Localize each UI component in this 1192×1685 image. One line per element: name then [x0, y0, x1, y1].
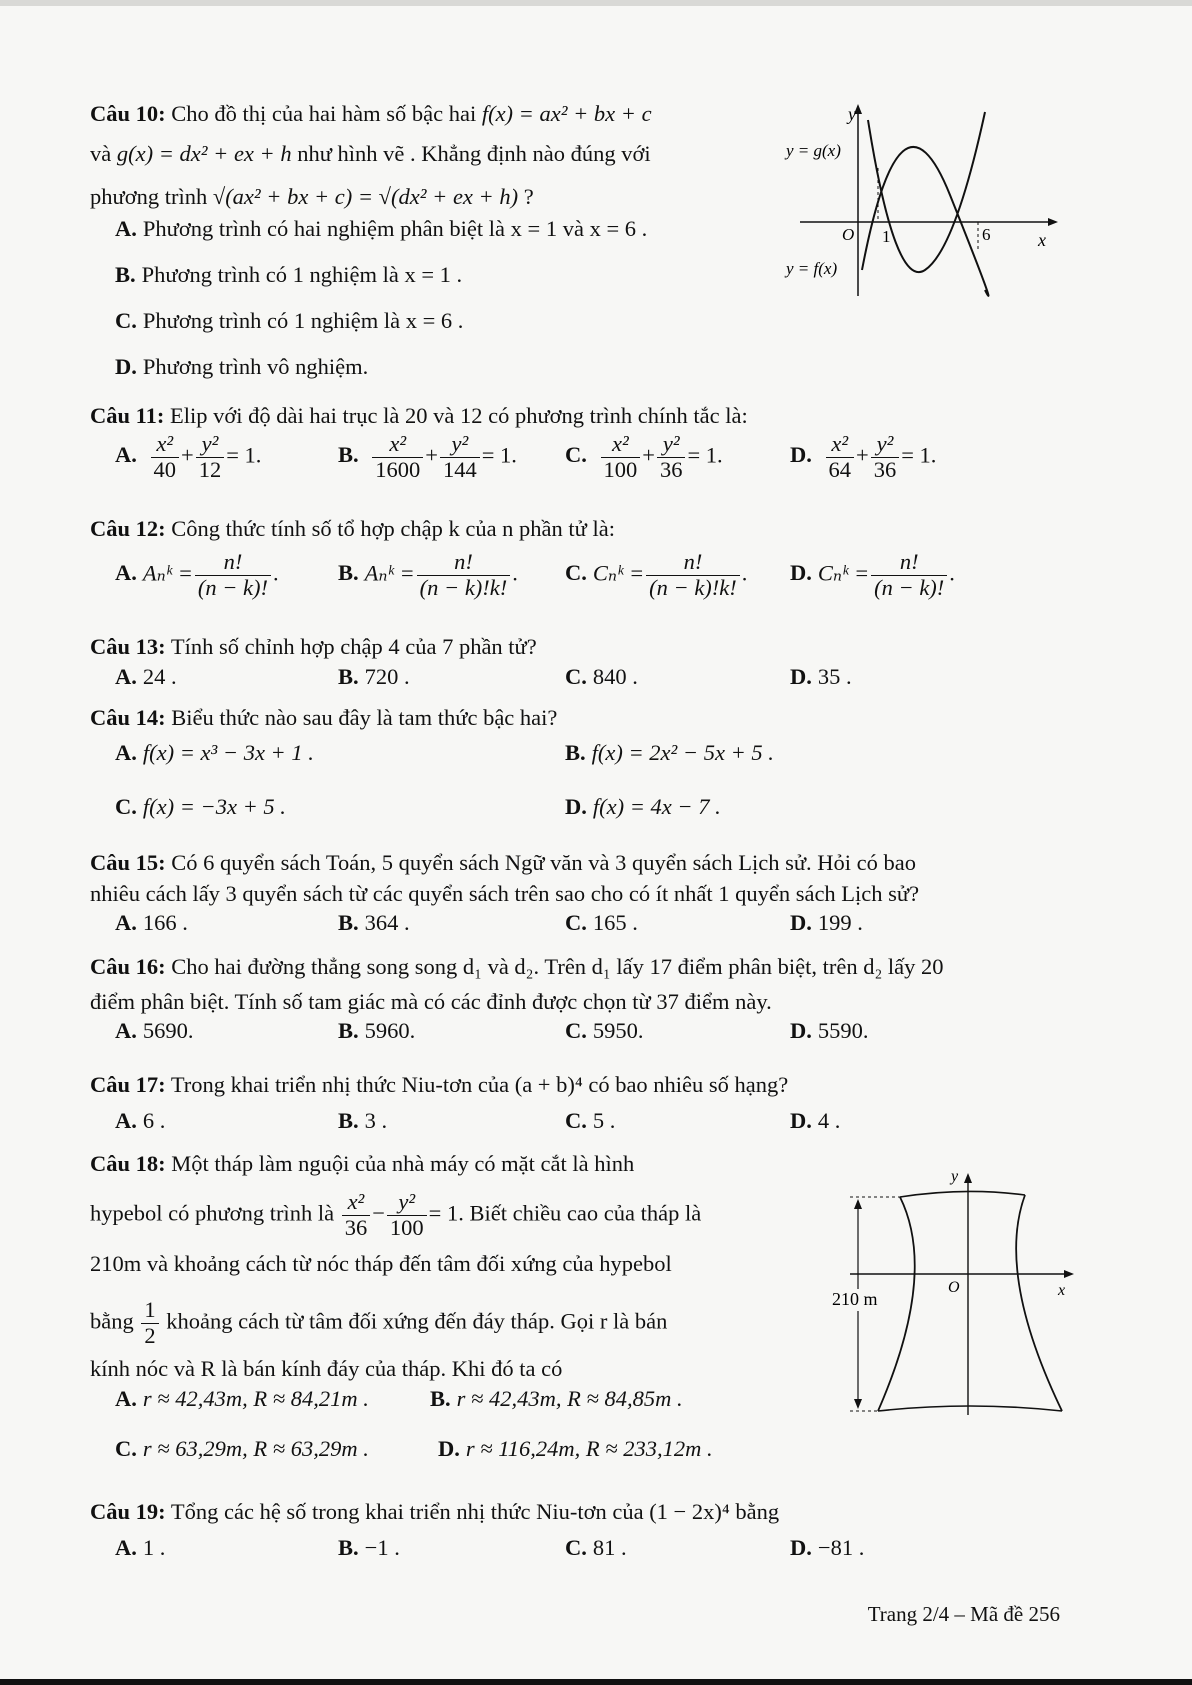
q18-x-label: x	[1058, 1282, 1066, 1299]
q12-label: Câu 12:	[90, 516, 166, 541]
q19-question	[90, 1498, 779, 1525]
q12-option-d-frac	[871, 550, 947, 601]
q11-option-d[interactable]: D. $\frac{\text{x²}}{64}$ + $\frac{\text{y²}}{36}$ = 1.	[790, 431, 937, 482]
q10-option-c-text: Phương trình có 1 nghiệm là x = 6 .	[142, 308, 464, 333]
q15-line2	[90, 880, 919, 907]
q18-option-a-text: r ≈ 42,43m, R ≈ 84,21m .	[142, 1386, 369, 1411]
q10-option-a[interactable]	[115, 216, 647, 242]
q18-line4	[90, 1298, 667, 1349]
q17-question	[90, 1071, 788, 1098]
q18-line5	[90, 1355, 562, 1382]
q14-label: Câu 14:	[90, 705, 166, 730]
q16-option-b-text: 5960.	[364, 1018, 416, 1043]
frac-den: (n − k)!	[197, 574, 269, 600]
q12-option-b-frac	[417, 550, 511, 601]
q11-option-d-letter: D.	[790, 442, 812, 468]
q18-text-2a: hypebol có phương trình là	[90, 1200, 335, 1226]
q18-tower-figure	[830, 1165, 1080, 1420]
q13-option-c-text: 840 .	[592, 664, 638, 689]
q10-text-and: và	[90, 141, 112, 166]
q17-option-a-letter: A.	[115, 1108, 137, 1133]
frac-den: 100	[603, 456, 638, 482]
q17-text: Trong khai triển nhị thức Niu-tơn của (a + b)⁴ có bao nhiêu số hạng?	[170, 1072, 789, 1097]
q17-option-b-letter: B.	[338, 1108, 359, 1133]
q18-option-b-text: r ≈ 42,43m, R ≈ 84,85m .	[456, 1386, 683, 1411]
q14-option-a-text: f(x) = x³ − 3x + 1 .	[142, 740, 314, 765]
q10-text: Cho đồ thị của hai hàm số bậc hai	[171, 101, 477, 126]
frac-num: x²	[372, 432, 423, 458]
q13-option-d-text: 35 .	[817, 664, 852, 689]
frac-num: n!	[417, 550, 511, 576]
frac-num: 1	[141, 1298, 158, 1324]
q15-option-d-letter: D.	[790, 910, 812, 935]
frac-den: 100	[389, 1214, 424, 1240]
q18-option-c-text: r ≈ 63,29m, R ≈ 63,29m .	[142, 1436, 369, 1461]
q13-option-a-letter: A.	[115, 664, 137, 689]
q15-option-d-text: 199 .	[817, 910, 863, 935]
frac-num: y²	[440, 432, 480, 458]
bottom-edge	[0, 1679, 1192, 1685]
q19-option-a-text: 1 .	[142, 1535, 166, 1560]
q19-option-b[interactable]	[338, 1535, 400, 1561]
q19-option-b-text: −1 .	[364, 1535, 400, 1560]
q15-option-c-text: 165 .	[592, 910, 638, 935]
q16-option-b-letter: B.	[338, 1018, 359, 1043]
q15-line1	[90, 849, 916, 876]
q11-option-a-letter: A.	[115, 442, 137, 468]
q18-option-a[interactable]	[115, 1386, 369, 1412]
q18-option-c-letter: C.	[115, 1436, 137, 1461]
q18-option-d-text: r ≈ 116,24m, R ≈ 233,12m .	[465, 1436, 713, 1461]
q10-origin-label: O	[842, 225, 855, 244]
q18-text-4b: khoảng cách từ tâm đối xứng đến đáy tháp. Gọi r là bán	[166, 1308, 668, 1334]
q18-label: Câu 18:	[90, 1151, 166, 1176]
q14-option-b-letter: B.	[565, 740, 586, 765]
q19-option-c[interactable]	[565, 1535, 627, 1561]
frac-num: x²	[151, 432, 180, 458]
q16-text-2: điểm phân biệt. Tính số tam giác mà có các đỉnh được chọn từ 37 điểm này.	[90, 989, 772, 1014]
q16-label: Câu 16:	[90, 954, 166, 979]
q12-option-a-letter: A.	[115, 560, 137, 586]
frac-num: y²	[196, 432, 225, 458]
q12-option-d[interactable]: D. Cₙᵏ = $\frac{n!}{(n - k)!}$ .	[790, 549, 955, 600]
q18-text-1: Một tháp làm nguội của nhà máy có mặt cắt là hình	[171, 1151, 635, 1176]
q15-option-b[interactable]	[338, 910, 410, 936]
frac-num: n!	[646, 550, 740, 576]
q17-option-d-text: 4 .	[817, 1108, 841, 1133]
q14-option-a-letter: A.	[115, 740, 137, 765]
q11-option-d-tail: = 1.	[901, 442, 937, 468]
q18-frac-half	[141, 1298, 158, 1349]
q10-option-c[interactable]	[115, 308, 463, 334]
q18-option-b-letter: B.	[430, 1386, 451, 1411]
q12-option-a-lhs: Aₙᵏ =	[142, 560, 193, 586]
frac-den: 2	[144, 1322, 156, 1348]
top-edge	[0, 0, 1192, 6]
q10-option-d[interactable]	[115, 354, 368, 380]
q10-text-2: như hình vẽ . Khẳng định nào đúng với	[297, 141, 651, 166]
q10-x-arrow	[1048, 218, 1058, 226]
q14-option-d-text: f(x) = 4x − 7 .	[592, 794, 721, 819]
q17-option-b-text: 3 .	[364, 1108, 388, 1133]
q16-option-a-text: 5690.	[142, 1018, 194, 1043]
q18-line2: hypebol có phương trình là $\frac{\text{x²}}{36}$ − $\frac{\text{y²}}{100}$ = 1. Biết chiều cao của tháp là	[90, 1189, 702, 1240]
q13-option-b[interactable]	[338, 664, 410, 690]
q10-line2	[90, 140, 651, 167]
q17-option-c[interactable]	[565, 1108, 615, 1134]
q18-option-d-letter: D.	[438, 1436, 460, 1461]
q11-option-c-letter: C.	[565, 442, 587, 468]
q18-option-b[interactable]	[430, 1386, 683, 1412]
q14-option-c-text: f(x) = −3x + 5 .	[142, 794, 286, 819]
q14-option-d-letter: D.	[565, 794, 587, 819]
page-footer: Trang 2/4 – Mã đề 256	[867, 1602, 1060, 1626]
q11-a-frac-y	[196, 432, 225, 483]
q10-g-label: y = g(x)	[786, 141, 841, 160]
q10-parabola-graph	[780, 100, 1060, 300]
q10-f-curve	[868, 112, 985, 272]
q11-b-frac-x	[372, 432, 423, 483]
q16-option-b[interactable]	[338, 1018, 415, 1044]
q16-option-c-letter: C.	[565, 1018, 587, 1043]
q19-option-a[interactable]	[115, 1535, 165, 1561]
q19-label: Câu 19:	[90, 1499, 166, 1524]
q18-option-c[interactable]	[115, 1436, 369, 1462]
q18-text-4a: bằng	[90, 1308, 134, 1334]
q18-height-label: 210 m	[832, 1289, 878, 1309]
q10-tick-1: 1	[882, 227, 891, 246]
q19-option-c-letter: C.	[565, 1535, 587, 1560]
q11-option-b-tail: = 1.	[481, 442, 517, 468]
q17-option-a[interactable]	[115, 1108, 165, 1134]
q10-line1	[90, 100, 652, 127]
q10-y-label: y	[848, 104, 856, 124]
q16-option-d-letter: D.	[790, 1018, 812, 1043]
q16-option-d[interactable]	[790, 1018, 869, 1044]
frac-num: x²	[826, 432, 855, 458]
q16-option-a-letter: A.	[115, 1018, 137, 1043]
q15-label: Câu 15:	[90, 850, 166, 875]
q10-g-def: g(x) = dx² + ex + h	[116, 141, 292, 166]
frac-den: 36	[873, 456, 897, 482]
q10-tick-6: 6	[982, 225, 991, 244]
q10-question-mark: ?	[523, 184, 534, 209]
frac-den: 36	[659, 456, 683, 482]
q10-option-b-letter: B.	[115, 262, 136, 287]
q17-option-c-text: 5 .	[592, 1108, 616, 1133]
q14-text: Biểu thức nào sau đây là tam thức bậc hai?	[171, 705, 558, 730]
q11-b-frac-y	[440, 432, 480, 483]
frac-num: n!	[871, 550, 947, 576]
q10-option-d-letter: D.	[115, 354, 137, 379]
q10-option-a-letter: A.	[115, 216, 137, 241]
q15-option-d[interactable]	[790, 910, 863, 936]
q11-d-frac-y	[871, 432, 900, 483]
q12-option-c[interactable]: C. Cₙᵏ = $\frac{n!}{(n - k)!k!}$ .	[565, 549, 748, 600]
q18-line3	[90, 1250, 672, 1277]
q15-option-b-text: 364 .	[364, 910, 410, 935]
q19-option-c-text: 81 .	[592, 1535, 627, 1560]
q18-y-arrow	[964, 1173, 972, 1183]
q14-option-c[interactable]	[115, 794, 286, 820]
q16-line1	[90, 953, 944, 980]
q12-option-b-letter: B.	[338, 560, 359, 586]
frac-num: y²	[387, 1190, 427, 1216]
q12-option-a[interactable]: A. Aₙᵏ = $\frac{n!}{(n - k)!}$ .	[115, 549, 279, 600]
q13-option-b-letter: B.	[338, 664, 359, 689]
q12-question	[90, 515, 615, 542]
q10-x-label: x	[1038, 230, 1046, 250]
q12-option-c-letter: C.	[565, 560, 587, 586]
q10-option-b[interactable]	[115, 262, 462, 288]
q14-option-c-letter: C.	[115, 794, 137, 819]
frac-den: 144	[442, 456, 477, 482]
frac-den: 36	[344, 1214, 368, 1240]
q18-height-arrow-bottom	[854, 1399, 862, 1409]
q11-option-a-tail: = 1.	[226, 442, 262, 468]
frac-den: (n − k)!k!	[649, 574, 737, 600]
q18-text-2b: = 1. Biết chiều cao của tháp là	[428, 1200, 702, 1226]
q13-text: Tính số chỉnh hợp chập 4 của 7 phần tử?	[170, 634, 537, 659]
frac-num: x²	[342, 1190, 371, 1216]
q16-option-c[interactable]	[565, 1018, 644, 1044]
q18-x-arrow	[1064, 1270, 1074, 1278]
q15-text-2: nhiêu cách lấy 3 quyển sách từ các quyển sách trên sao cho có ít nhất 1 quyển sách Lịch sử?	[90, 881, 920, 906]
q11-d-frac-x	[826, 432, 855, 483]
q16-option-a[interactable]	[115, 1018, 194, 1044]
q10-option-a-text: Phương trình có hai nghiệm phân biệt là x = 1 và x = 6 .	[142, 216, 648, 241]
q11-c-frac-y	[657, 432, 686, 483]
q17-option-a-text: 6 .	[142, 1108, 166, 1133]
q18-y-label: y	[951, 1168, 959, 1185]
q13-label: Câu 13:	[90, 634, 166, 659]
q15-text-1: Có 6 quyển sách Toán, 5 quyển sách Ngữ văn và 3 quyển sách Lịch sử. Hỏi có bao	[171, 850, 916, 875]
q13-question	[90, 633, 537, 660]
q12-option-b[interactable]: B. Aₙᵏ = $\frac{n!}{(n - k)!k!}$ .	[338, 549, 518, 600]
q19-option-a-letter: A.	[115, 1535, 137, 1560]
q16-option-d-text: 5590.	[817, 1018, 869, 1043]
q18-origin-label: O	[948, 1279, 960, 1296]
frac-den: 1600	[375, 456, 421, 482]
q15-option-c-letter: C.	[565, 910, 587, 935]
frac-num: y²	[657, 432, 686, 458]
q13-option-b-text: 720 .	[364, 664, 410, 689]
q13-option-d-letter: D.	[790, 664, 812, 689]
q18-line1	[90, 1150, 634, 1177]
q19-option-d[interactable]	[790, 1535, 864, 1561]
q15-option-b-letter: B.	[338, 910, 359, 935]
q18-height-arrow-top	[854, 1199, 862, 1209]
q14-option-b[interactable]	[565, 740, 774, 766]
q18-text-3: 210m và khoảng cách từ nóc tháp đến tâm đối xứng của hypebol	[90, 1251, 672, 1276]
q12-text: Công thức tính số tổ hợp chập k của n phần tử là:	[171, 516, 615, 541]
frac-den: 40	[153, 456, 176, 482]
q13-option-c[interactable]	[565, 664, 638, 690]
q17-option-d[interactable]	[790, 1108, 840, 1134]
q12-option-b-lhs: Aₙᵏ =	[364, 560, 415, 586]
q15-option-c[interactable]	[565, 910, 638, 936]
q10-equation: √(ax² + bx + c) = √(dx² + ex + h)	[212, 184, 519, 209]
q18-option-a-letter: A.	[115, 1386, 137, 1411]
q10-option-c-letter: C.	[115, 308, 137, 333]
q19-option-d-text: −81 .	[817, 1535, 865, 1560]
q14-option-b-text: f(x) = 2x² − 5x + 5 .	[591, 740, 774, 765]
q15-option-a[interactable]	[115, 910, 188, 936]
q16-text-1: Cho hai đường thẳng song song d₁ và d₂. Trên d₁ lấy 17 điểm phân biệt, trên d₂ lấy 20	[171, 954, 944, 979]
q14-question	[90, 704, 557, 731]
q16-option-c-text: 5950.	[592, 1018, 644, 1043]
frac-den: (n − k)!k!	[419, 574, 508, 600]
q11-option-a[interactable]: A. $\frac{\text{x²}}{40}$ + $\frac{\text{y²}}{12}$ = 1.	[115, 431, 262, 482]
q19-option-b-letter: B.	[338, 1535, 359, 1560]
q19-option-d-letter: D.	[790, 1535, 812, 1560]
q11-c-frac-x	[601, 432, 641, 483]
q13-option-d[interactable]	[790, 664, 852, 690]
q17-option-d-letter: D.	[790, 1108, 812, 1133]
q17-option-b[interactable]	[338, 1108, 387, 1134]
q14-option-a[interactable]	[115, 740, 314, 766]
q11-option-c[interactable]: C. $\frac{\text{x²}}{100}$ + $\frac{\text{y²}}{36}$ = 1.	[565, 431, 723, 482]
q13-option-a-text: 24 .	[142, 664, 177, 689]
q11-a-frac-x	[151, 432, 180, 483]
q10-option-b-text: Phương trình có 1 nghiệm là x = 1 .	[141, 262, 463, 287]
q18-right-branch	[1016, 1195, 1062, 1411]
q11-label: Câu 11:	[90, 403, 165, 428]
q18-option-d[interactable]	[438, 1436, 713, 1462]
q11-option-b-letter: B.	[338, 442, 359, 468]
q12-option-a-frac	[195, 550, 271, 601]
q11-option-b[interactable]: B. $\frac{\text{x²}}{1600}$ + $\frac{\text{y²}}{144}$ = 1.	[338, 431, 517, 482]
q18-frac-x	[342, 1190, 371, 1241]
q10-option-d-text: Phương trình vô nghiệm.	[142, 354, 369, 379]
frac-num: n!	[195, 550, 271, 576]
q12-option-c-frac	[646, 550, 740, 601]
q15-option-a-text: 166 .	[142, 910, 188, 935]
q17-label: Câu 17:	[90, 1072, 166, 1097]
q12-option-d-letter: D.	[790, 560, 812, 586]
frac-den: (n − k)!	[874, 574, 945, 600]
q13-option-a[interactable]	[115, 664, 177, 690]
q18-top-edge	[900, 1191, 1025, 1197]
q10-f-def: f(x) = ax² + bx + c	[481, 101, 652, 126]
q19-text: Tổng các hệ số trong khai triển nhị thức Niu-tơn của (1 − 2x)⁴ bằng	[170, 1499, 780, 1524]
q10-label: Câu 10:	[90, 101, 166, 126]
frac-den: 64	[828, 456, 851, 482]
q10-line3	[90, 183, 534, 210]
q12-option-d-lhs: Cₙᵏ =	[817, 560, 870, 586]
q11-text: Elip với độ dài hai trục là 20 và 12 có phương trình chính tắc là:	[170, 403, 748, 428]
q10-text-3: phương trình	[90, 184, 208, 209]
q18-frac-y	[387, 1190, 427, 1241]
frac-num: x²	[601, 432, 641, 458]
q15-option-a-letter: A.	[115, 910, 137, 935]
q18-bottom-edge	[878, 1406, 1062, 1411]
q12-option-c-lhs: Cₙᵏ =	[592, 560, 645, 586]
q14-option-d[interactable]	[565, 794, 721, 820]
frac-den: 12	[198, 456, 222, 482]
q18-text-5: kính nóc và R là bán kính đáy của tháp. Khi đó ta có	[90, 1356, 563, 1381]
q10-f-label: y = f(x)	[786, 259, 838, 278]
q13-option-c-letter: C.	[565, 664, 587, 689]
q11-option-c-tail: = 1.	[687, 442, 723, 468]
q17-option-c-letter: C.	[565, 1108, 587, 1133]
q11-question	[90, 402, 748, 429]
q16-line2	[90, 988, 772, 1015]
frac-num: y²	[871, 432, 900, 458]
